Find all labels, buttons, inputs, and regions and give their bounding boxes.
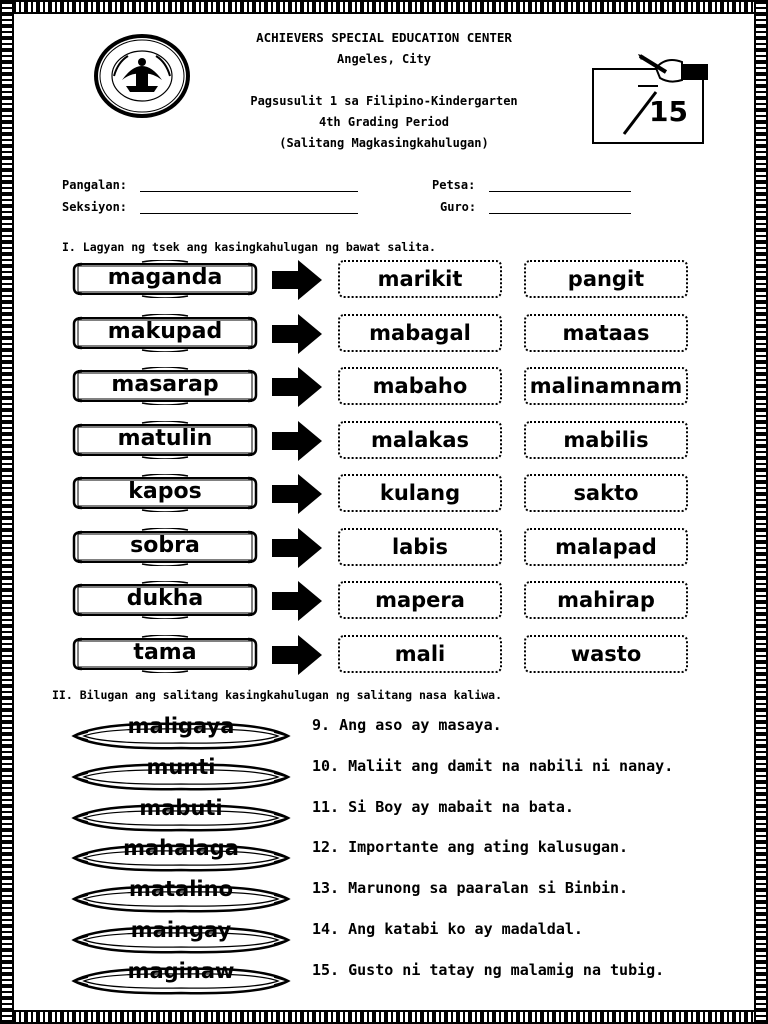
- part2-sentence-9[interactable]: 9. Ang aso ay masaya.: [312, 716, 502, 734]
- part1-word-5: [72, 474, 258, 512]
- part1-choice-3-b[interactable]: malinamnam: [524, 367, 688, 405]
- part2-word-9: [70, 714, 292, 752]
- arrow-right-icon: [272, 581, 322, 621]
- part1-choice-8-a[interactable]: mali: [338, 635, 502, 673]
- part2-word-12: [70, 836, 292, 874]
- part2-word-label: maligaya: [127, 714, 235, 738]
- score-total: 15: [649, 95, 688, 128]
- part2-word-14: [70, 918, 292, 956]
- arrow-right-icon: [272, 474, 322, 514]
- part2-instruction: II. Bilugan ang salitang kasingkahulugan ng salitang nasa kaliwa.: [52, 688, 503, 702]
- part1-word-label: kapos: [128, 479, 202, 504]
- part1-choice-1-b[interactable]: pangit: [524, 260, 688, 298]
- part2-sentence-12[interactable]: 12. Importante ang ating kalusugan.: [312, 838, 629, 856]
- part1-choice-7-a[interactable]: mapera: [338, 581, 502, 619]
- arrow-right-icon: [272, 260, 322, 300]
- arrow-right-icon: [272, 635, 322, 675]
- name-field: [62, 178, 358, 192]
- arrow-right-icon: [272, 367, 322, 407]
- part2-sentence-13[interactable]: 13. Marunong sa paaralan si Binbin.: [312, 879, 629, 897]
- part1-choice-3-a[interactable]: mabaho: [338, 367, 502, 405]
- part1-word-label: maganda: [107, 265, 223, 290]
- school-city: Angeles, City: [337, 52, 431, 66]
- part1-choice-4-b[interactable]: mabilis: [524, 421, 688, 459]
- part1-choice-7-b[interactable]: mahirap: [524, 581, 688, 619]
- name-label: Pangalan:: [62, 178, 128, 192]
- part1-choice-6-a[interactable]: labis: [338, 528, 502, 566]
- part1-word-1: [72, 260, 258, 298]
- date-label: Petsa:: [432, 178, 476, 192]
- part1-choice-4-a[interactable]: malakas: [338, 421, 502, 459]
- teacher-line[interactable]: [489, 201, 631, 214]
- part1-word-2: [72, 314, 258, 352]
- part2-word-13: [70, 877, 292, 915]
- decorative-border-top: [0, 0, 768, 14]
- part1-word-6: [72, 528, 258, 566]
- part2-word-label: mahalaga: [123, 836, 239, 860]
- decorative-border-bottom: [0, 1010, 768, 1024]
- part2-sentence-11[interactable]: 11. Si Boy ay mabait na bata.: [312, 798, 574, 816]
- part1-word-label: dukha: [126, 586, 204, 611]
- part1-instruction: I. Lagyan ng tsek ang kasingkahulugan ng bawat salita.: [62, 240, 436, 254]
- part1-word-label: tama: [133, 640, 197, 665]
- teacher-field: [440, 200, 631, 214]
- part2-word-label: matalino: [128, 877, 234, 901]
- part1-choice-8-b[interactable]: wasto: [524, 635, 688, 673]
- part1-word-label: makupad: [107, 319, 223, 344]
- part1-word-4: [72, 421, 258, 459]
- part1-word-label: sobra: [130, 533, 200, 558]
- decorative-border-right: [754, 0, 768, 1024]
- school-name: ACHIEVERS SPECIAL EDUCATION CENTER: [256, 30, 512, 45]
- part1-word-3: [72, 367, 258, 405]
- section-label: Seksiyon:: [62, 200, 128, 214]
- part2-word-label: maginaw: [127, 959, 235, 983]
- part1-choice-1-a[interactable]: marikit: [338, 260, 502, 298]
- part2-sentence-10[interactable]: 10. Maliit ang damit na nabili ni nanay.: [312, 757, 674, 775]
- part1-choice-5-a[interactable]: kulang: [338, 474, 502, 512]
- name-line[interactable]: [140, 179, 358, 192]
- test-topic: (Salitang Magkasingkahulugan): [279, 136, 489, 150]
- part1-word-8: [72, 635, 258, 673]
- date-line[interactable]: [489, 179, 631, 192]
- part2-word-label: mabuti: [139, 796, 223, 820]
- part2-word-15: [70, 959, 292, 997]
- part1-word-label: matulin: [117, 426, 213, 451]
- part1-word-label: masarap: [111, 372, 219, 397]
- decorative-border-left: [0, 0, 14, 1024]
- writing-hand-icon: [636, 50, 712, 90]
- part2-sentence-14[interactable]: 14. Ang katabi ko ay madaldal.: [312, 920, 583, 938]
- part2-sentence-15[interactable]: 15. Gusto ni tatay ng malamig na tubig.: [312, 961, 665, 979]
- section-line[interactable]: [140, 201, 358, 214]
- grading-period: 4th Grading Period: [318, 115, 450, 129]
- test-title: Pagsusulit 1 sa Filipino-Kindergarten: [250, 94, 518, 108]
- part1-choice-2-b[interactable]: mataas: [524, 314, 688, 352]
- arrow-right-icon: [272, 528, 322, 568]
- teacher-label: Guro:: [440, 200, 477, 214]
- part2-word-10: [70, 755, 292, 793]
- part1-word-7: [72, 581, 258, 619]
- arrow-right-icon: [272, 314, 322, 354]
- date-field: [432, 178, 631, 192]
- part1-choice-2-a[interactable]: mabagal: [338, 314, 502, 352]
- arrow-right-icon: [272, 421, 322, 461]
- part1-choice-6-b[interactable]: malapad: [524, 528, 688, 566]
- part2-word-label: maingay: [130, 918, 232, 942]
- section-field: [62, 200, 358, 214]
- part1-choice-5-b[interactable]: sakto: [524, 474, 688, 512]
- part2-word-11: [70, 796, 292, 834]
- part2-word-label: munti: [146, 755, 216, 779]
